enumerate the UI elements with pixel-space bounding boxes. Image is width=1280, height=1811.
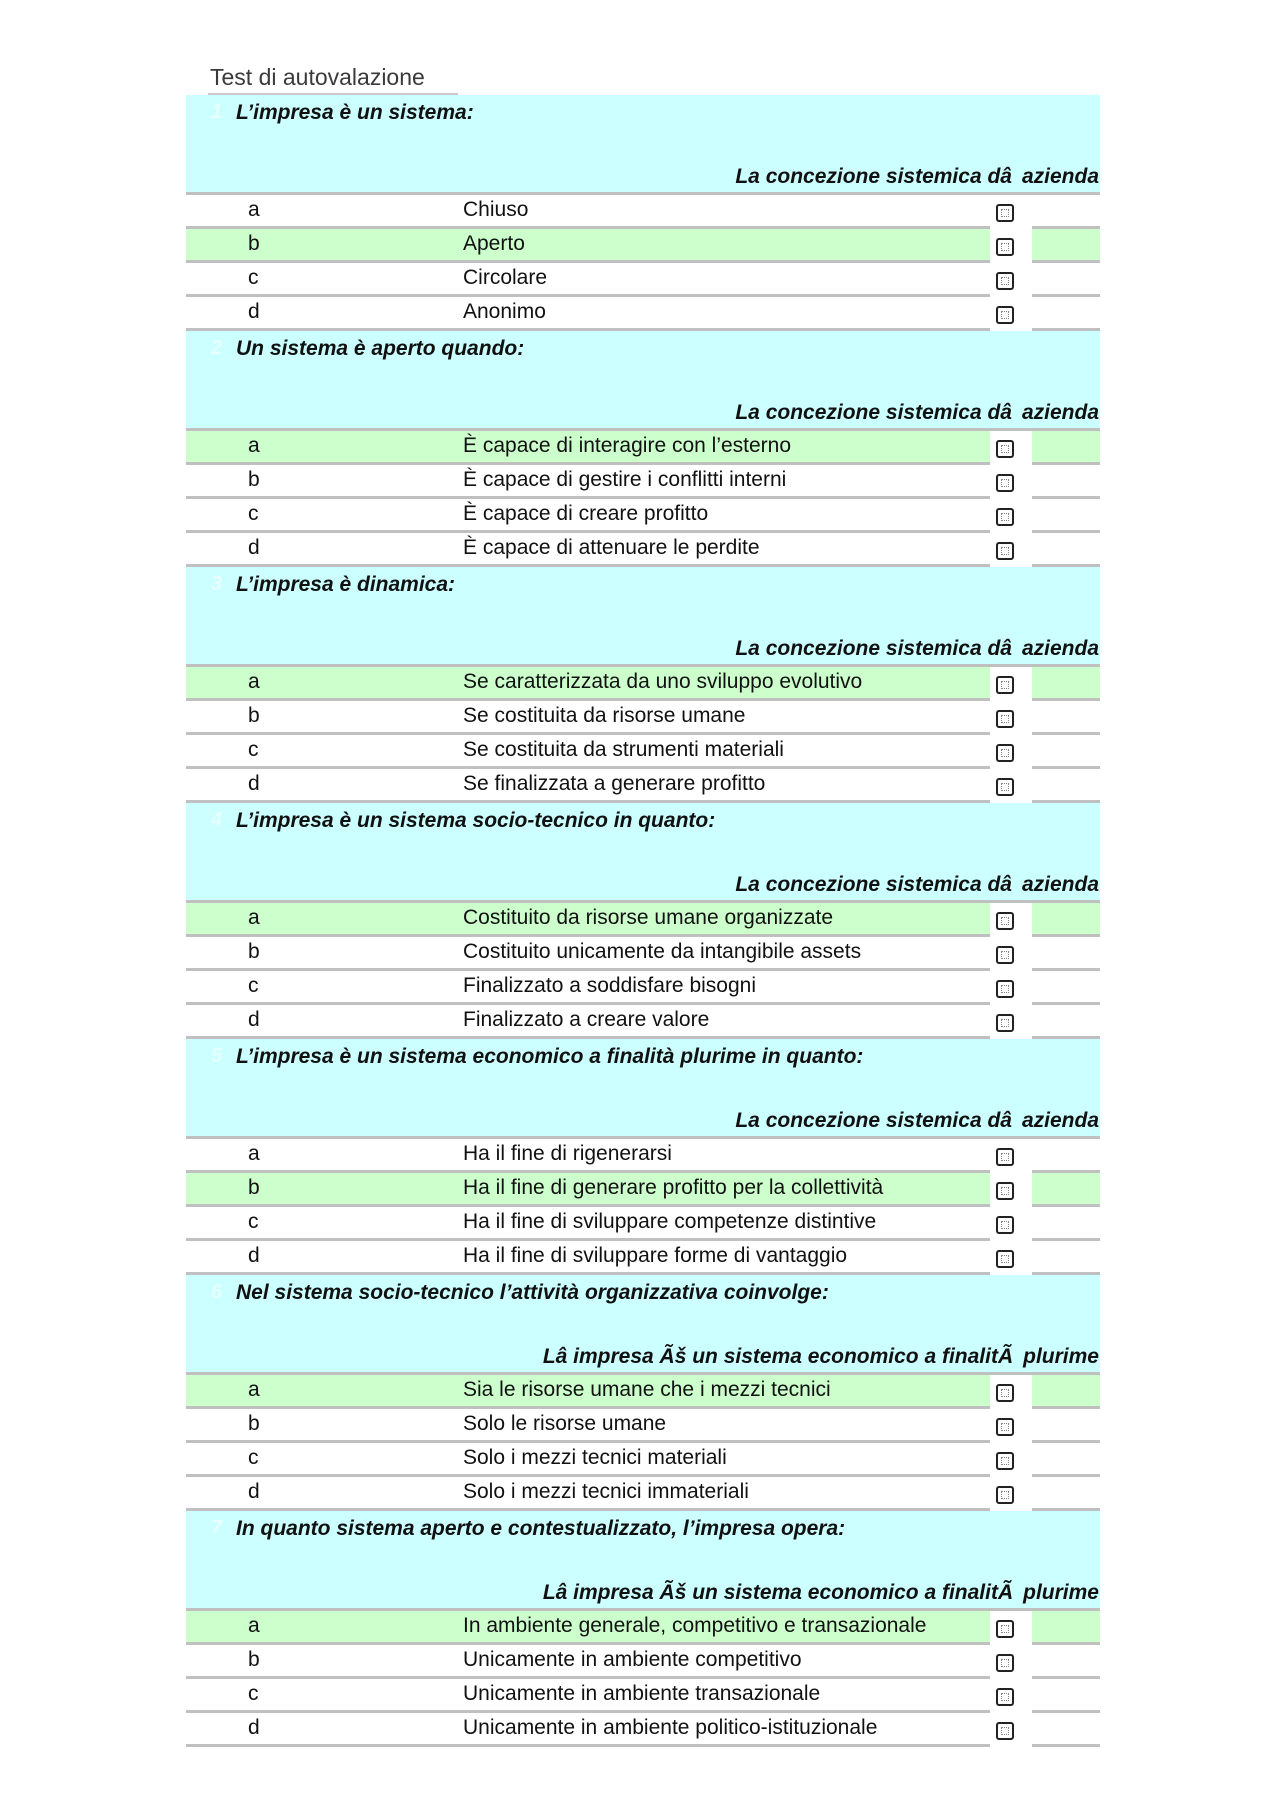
- answer-row: [186, 195, 1100, 229]
- checkbox-cell: [990, 1443, 1032, 1479]
- answer-text: Se finalizzata a generare profitto: [463, 772, 766, 795]
- section-label-left: Lâ impresa Ãš un sistema economico a finalitÃ: [542, 1345, 1014, 1368]
- checkbox-cell: [990, 769, 1032, 805]
- answer-row: [186, 431, 1100, 465]
- answer-checkbox[interactable]: [996, 744, 1014, 762]
- answer-row: [186, 263, 1100, 297]
- section-label-left: La concezione sistemica dâ: [735, 1109, 1012, 1132]
- section-label-right: azienda: [1021, 1109, 1099, 1132]
- answer-checkbox[interactable]: [996, 710, 1014, 728]
- section-label: [735, 1109, 1099, 1133]
- answer-checkbox[interactable]: [996, 946, 1014, 964]
- answer-text: Se caratterizzata da uno sviluppo evolutivo: [463, 670, 863, 693]
- answer-checkbox[interactable]: [996, 1722, 1014, 1740]
- quiz: [186, 95, 1100, 1747]
- answer-checkbox[interactable]: [996, 1620, 1014, 1638]
- answer-letter: c: [248, 1210, 259, 1233]
- answer-row: [186, 701, 1100, 735]
- section-label-right: azienda: [1021, 401, 1099, 424]
- answer-letter: b: [248, 704, 260, 727]
- answer-checkbox[interactable]: [996, 306, 1014, 324]
- question-block: [186, 95, 1100, 331]
- answer-text: Aperto: [463, 232, 525, 255]
- question-block: [186, 567, 1100, 803]
- answer-row: [186, 229, 1100, 263]
- answer-letter: d: [248, 300, 260, 323]
- question-number: 1: [211, 101, 223, 123]
- answer-text: Se costituita da strumenti materiali: [463, 738, 784, 761]
- answer-letter: d: [248, 1244, 260, 1267]
- page-title: Test di autovalazione: [208, 62, 458, 96]
- answer-checkbox[interactable]: [996, 1384, 1014, 1402]
- section-label-right: plurime: [1023, 1581, 1099, 1604]
- answer-row: [186, 937, 1100, 971]
- section-label: [735, 637, 1099, 661]
- question-number: 5: [211, 1045, 223, 1067]
- answer-letter: d: [248, 1480, 260, 1503]
- answer-row: [186, 1207, 1100, 1241]
- checkbox-cell: [990, 465, 1032, 501]
- answer-row: [186, 1139, 1100, 1173]
- answer-text: Anonimo: [463, 300, 546, 323]
- checkbox-cell: [990, 667, 1032, 703]
- answer-text: Ha il fine di sviluppare forme di vantaggio: [463, 1244, 848, 1267]
- answer-text: È capace di interagire con l’esterno: [463, 434, 792, 457]
- checkbox-cell: [990, 263, 1032, 299]
- answer-text: Costituito unicamente da intangibile assets: [463, 940, 862, 963]
- question-block: [186, 803, 1100, 1039]
- checkbox-cell: [990, 229, 1032, 265]
- answer-letter: d: [248, 536, 260, 559]
- answer-text: Solo i mezzi tecnici materiali: [463, 1446, 727, 1469]
- question-header: [186, 1039, 1100, 1139]
- checkbox-cell: [990, 1409, 1032, 1445]
- answer-text: Se costituita da risorse umane: [463, 704, 746, 727]
- checkbox-cell: [990, 533, 1032, 569]
- answer-letter: b: [248, 940, 260, 963]
- answer-letter: b: [248, 1412, 260, 1435]
- answer-row: [186, 735, 1100, 769]
- answer-text: Sia le risorse umane che i mezzi tecnici: [463, 1378, 831, 1401]
- checkbox-cell: [990, 903, 1032, 939]
- answer-checkbox[interactable]: [996, 238, 1014, 256]
- answer-row: [186, 1443, 1100, 1477]
- question-text: L’impresa è un sistema:: [236, 101, 474, 124]
- question-block: [186, 331, 1100, 567]
- answer-row: [186, 667, 1100, 701]
- answer-text: Unicamente in ambiente competitivo: [463, 1648, 802, 1671]
- answer-letter: a: [248, 1614, 260, 1637]
- checkbox-cell: [990, 195, 1032, 231]
- answer-row: [186, 465, 1100, 499]
- checkbox-cell: [990, 1713, 1032, 1749]
- checkbox-cell: [990, 499, 1032, 535]
- section-label: [735, 873, 1099, 897]
- answer-letter: b: [248, 1648, 260, 1671]
- section-label-left: La concezione sistemica dâ: [735, 401, 1012, 424]
- answer-row: [186, 1679, 1100, 1713]
- answer-letter: a: [248, 1142, 260, 1165]
- answer-row: [186, 533, 1100, 567]
- answer-letter: c: [248, 266, 259, 289]
- answer-row: [186, 1005, 1100, 1039]
- answer-letter: a: [248, 198, 260, 221]
- answer-text: Ha il fine di rigenerarsi: [463, 1142, 672, 1165]
- answer-row: [186, 1173, 1100, 1207]
- answer-checkbox[interactable]: [996, 204, 1014, 222]
- answer-letter: c: [248, 1682, 259, 1705]
- question-header: [186, 331, 1100, 431]
- answer-text: Ha il fine di sviluppare competenze distintive: [463, 1210, 877, 1233]
- question-number: 2: [211, 337, 223, 359]
- checkbox-cell: [990, 1241, 1032, 1277]
- answer-checkbox[interactable]: [996, 508, 1014, 526]
- answer-letter: d: [248, 772, 260, 795]
- section-label-left: La concezione sistemica dâ: [735, 165, 1012, 188]
- answer-checkbox[interactable]: [996, 980, 1014, 998]
- answer-row: [186, 499, 1100, 533]
- answer-row: [186, 1477, 1100, 1511]
- answer-letter: b: [248, 232, 260, 255]
- answer-row: [186, 903, 1100, 937]
- section-label-left: La concezione sistemica dâ: [735, 637, 1012, 660]
- answer-checkbox[interactable]: [996, 778, 1014, 796]
- answer-text: Costituito da risorse umane organizzate: [463, 906, 834, 929]
- answer-letter: a: [248, 1378, 260, 1401]
- answer-letter: c: [248, 502, 259, 525]
- section-label: [735, 401, 1099, 425]
- answer-letter: a: [248, 906, 260, 929]
- answer-checkbox[interactable]: [996, 1418, 1014, 1436]
- section-label-left: Lâ impresa Ãš un sistema economico a finalitÃ: [542, 1581, 1014, 1604]
- section-label-right: azienda: [1021, 873, 1099, 896]
- answer-checkbox[interactable]: [996, 1452, 1014, 1470]
- answer-checkbox[interactable]: [996, 1014, 1014, 1032]
- question-block: [186, 1039, 1100, 1275]
- question-text: Un sistema è aperto quando:: [236, 337, 525, 360]
- question-header: [186, 1511, 1100, 1611]
- answer-row: [186, 1409, 1100, 1443]
- answer-checkbox[interactable]: [996, 1250, 1014, 1268]
- section-label: [543, 1581, 1099, 1605]
- answer-checkbox[interactable]: [996, 1688, 1014, 1706]
- checkbox-cell: [990, 1611, 1032, 1647]
- question-number: 3: [211, 573, 223, 595]
- answer-letter: c: [248, 974, 259, 997]
- question-text: L’impresa è dinamica:: [236, 573, 456, 596]
- answer-row: [186, 769, 1100, 803]
- question-text: L’impresa è un sistema economico a finalità plurime in quanto:: [236, 1045, 864, 1068]
- answer-checkbox[interactable]: [996, 1148, 1014, 1166]
- answer-text: Solo i mezzi tecnici immateriali: [463, 1480, 749, 1503]
- answer-row: [186, 1241, 1100, 1275]
- answer-text: In ambiente generale, competitivo e transazionale: [463, 1614, 927, 1637]
- checkbox-cell: [990, 1173, 1032, 1209]
- question-header: [186, 803, 1100, 903]
- checkbox-cell: [990, 1139, 1032, 1175]
- checkbox-cell: [990, 297, 1032, 333]
- answer-letter: d: [248, 1716, 260, 1739]
- answer-checkbox[interactable]: [996, 912, 1014, 930]
- checkbox-cell: [990, 937, 1032, 973]
- answer-text: Solo le risorse umane: [463, 1412, 667, 1435]
- answer-letter: b: [248, 468, 260, 491]
- answer-letter: a: [248, 670, 260, 693]
- answer-row: [186, 1611, 1100, 1645]
- checkbox-cell: [990, 1477, 1032, 1513]
- answer-text: È capace di gestire i conflitti interni: [463, 468, 787, 491]
- checkbox-cell: [990, 1679, 1032, 1715]
- answer-letter: b: [248, 1176, 260, 1199]
- answer-text: È capace di attenuare le perdite: [463, 536, 760, 559]
- section-label: [543, 1345, 1099, 1369]
- answer-row: [186, 1713, 1100, 1747]
- question-header: [186, 95, 1100, 195]
- answer-checkbox[interactable]: [996, 440, 1014, 458]
- answer-checkbox[interactable]: [996, 542, 1014, 560]
- checkbox-cell: [990, 1645, 1032, 1681]
- checkbox-cell: [990, 431, 1032, 467]
- checkbox-cell: [990, 1005, 1032, 1041]
- checkbox-cell: [990, 735, 1032, 771]
- answer-checkbox[interactable]: [996, 474, 1014, 492]
- answer-text: È capace di creare profitto: [463, 502, 709, 525]
- answer-letter: a: [248, 434, 260, 457]
- answer-row: [186, 1645, 1100, 1679]
- checkbox-cell: [990, 701, 1032, 737]
- answer-checkbox[interactable]: [996, 1182, 1014, 1200]
- question-header: [186, 567, 1100, 667]
- question-number: 6: [211, 1281, 223, 1303]
- answer-letter: c: [248, 738, 259, 761]
- answer-text: Finalizzato a soddisfare bisogni: [463, 974, 756, 997]
- section-label: [735, 165, 1099, 189]
- question-number: 4: [211, 809, 223, 831]
- answer-checkbox[interactable]: [996, 676, 1014, 694]
- checkbox-cell: [990, 971, 1032, 1007]
- answer-text: Ha il fine di generare profitto per la collettività: [463, 1176, 884, 1199]
- question-number: 7: [211, 1517, 223, 1539]
- question-text: L’impresa è un sistema socio-tecnico in quanto:: [236, 809, 716, 832]
- section-label-left: La concezione sistemica dâ: [735, 873, 1012, 896]
- answer-letter: d: [248, 1008, 260, 1031]
- section-label-right: plurime: [1023, 1345, 1099, 1368]
- answer-checkbox[interactable]: [996, 1654, 1014, 1672]
- answer-letter: c: [248, 1446, 259, 1469]
- checkbox-cell: [990, 1375, 1032, 1411]
- question-text: In quanto sistema aperto e contestualizzato, l’impresa opera:: [236, 1517, 846, 1540]
- answer-text: Finalizzato a creare valore: [463, 1008, 710, 1031]
- answer-checkbox[interactable]: [996, 272, 1014, 290]
- answer-text: Circolare: [463, 266, 548, 289]
- question-block: [186, 1511, 1100, 1747]
- question-block: [186, 1275, 1100, 1511]
- answer-row: [186, 297, 1100, 331]
- answer-checkbox[interactable]: [996, 1216, 1014, 1234]
- checkbox-cell: [990, 1207, 1032, 1243]
- question-header: [186, 1275, 1100, 1375]
- question-text: Nel sistema socio-tecnico l’attività organizzativa coinvolge:: [236, 1281, 829, 1304]
- answer-checkbox[interactable]: [996, 1486, 1014, 1504]
- answer-row: [186, 1375, 1100, 1409]
- answer-text: Chiuso: [463, 198, 529, 221]
- section-label-right: azienda: [1021, 637, 1099, 660]
- answer-text: Unicamente in ambiente transazionale: [463, 1682, 821, 1705]
- answer-text: Unicamente in ambiente politico-istituzionale: [463, 1716, 878, 1739]
- answer-row: [186, 971, 1100, 1005]
- section-label-right: azienda: [1021, 165, 1099, 188]
